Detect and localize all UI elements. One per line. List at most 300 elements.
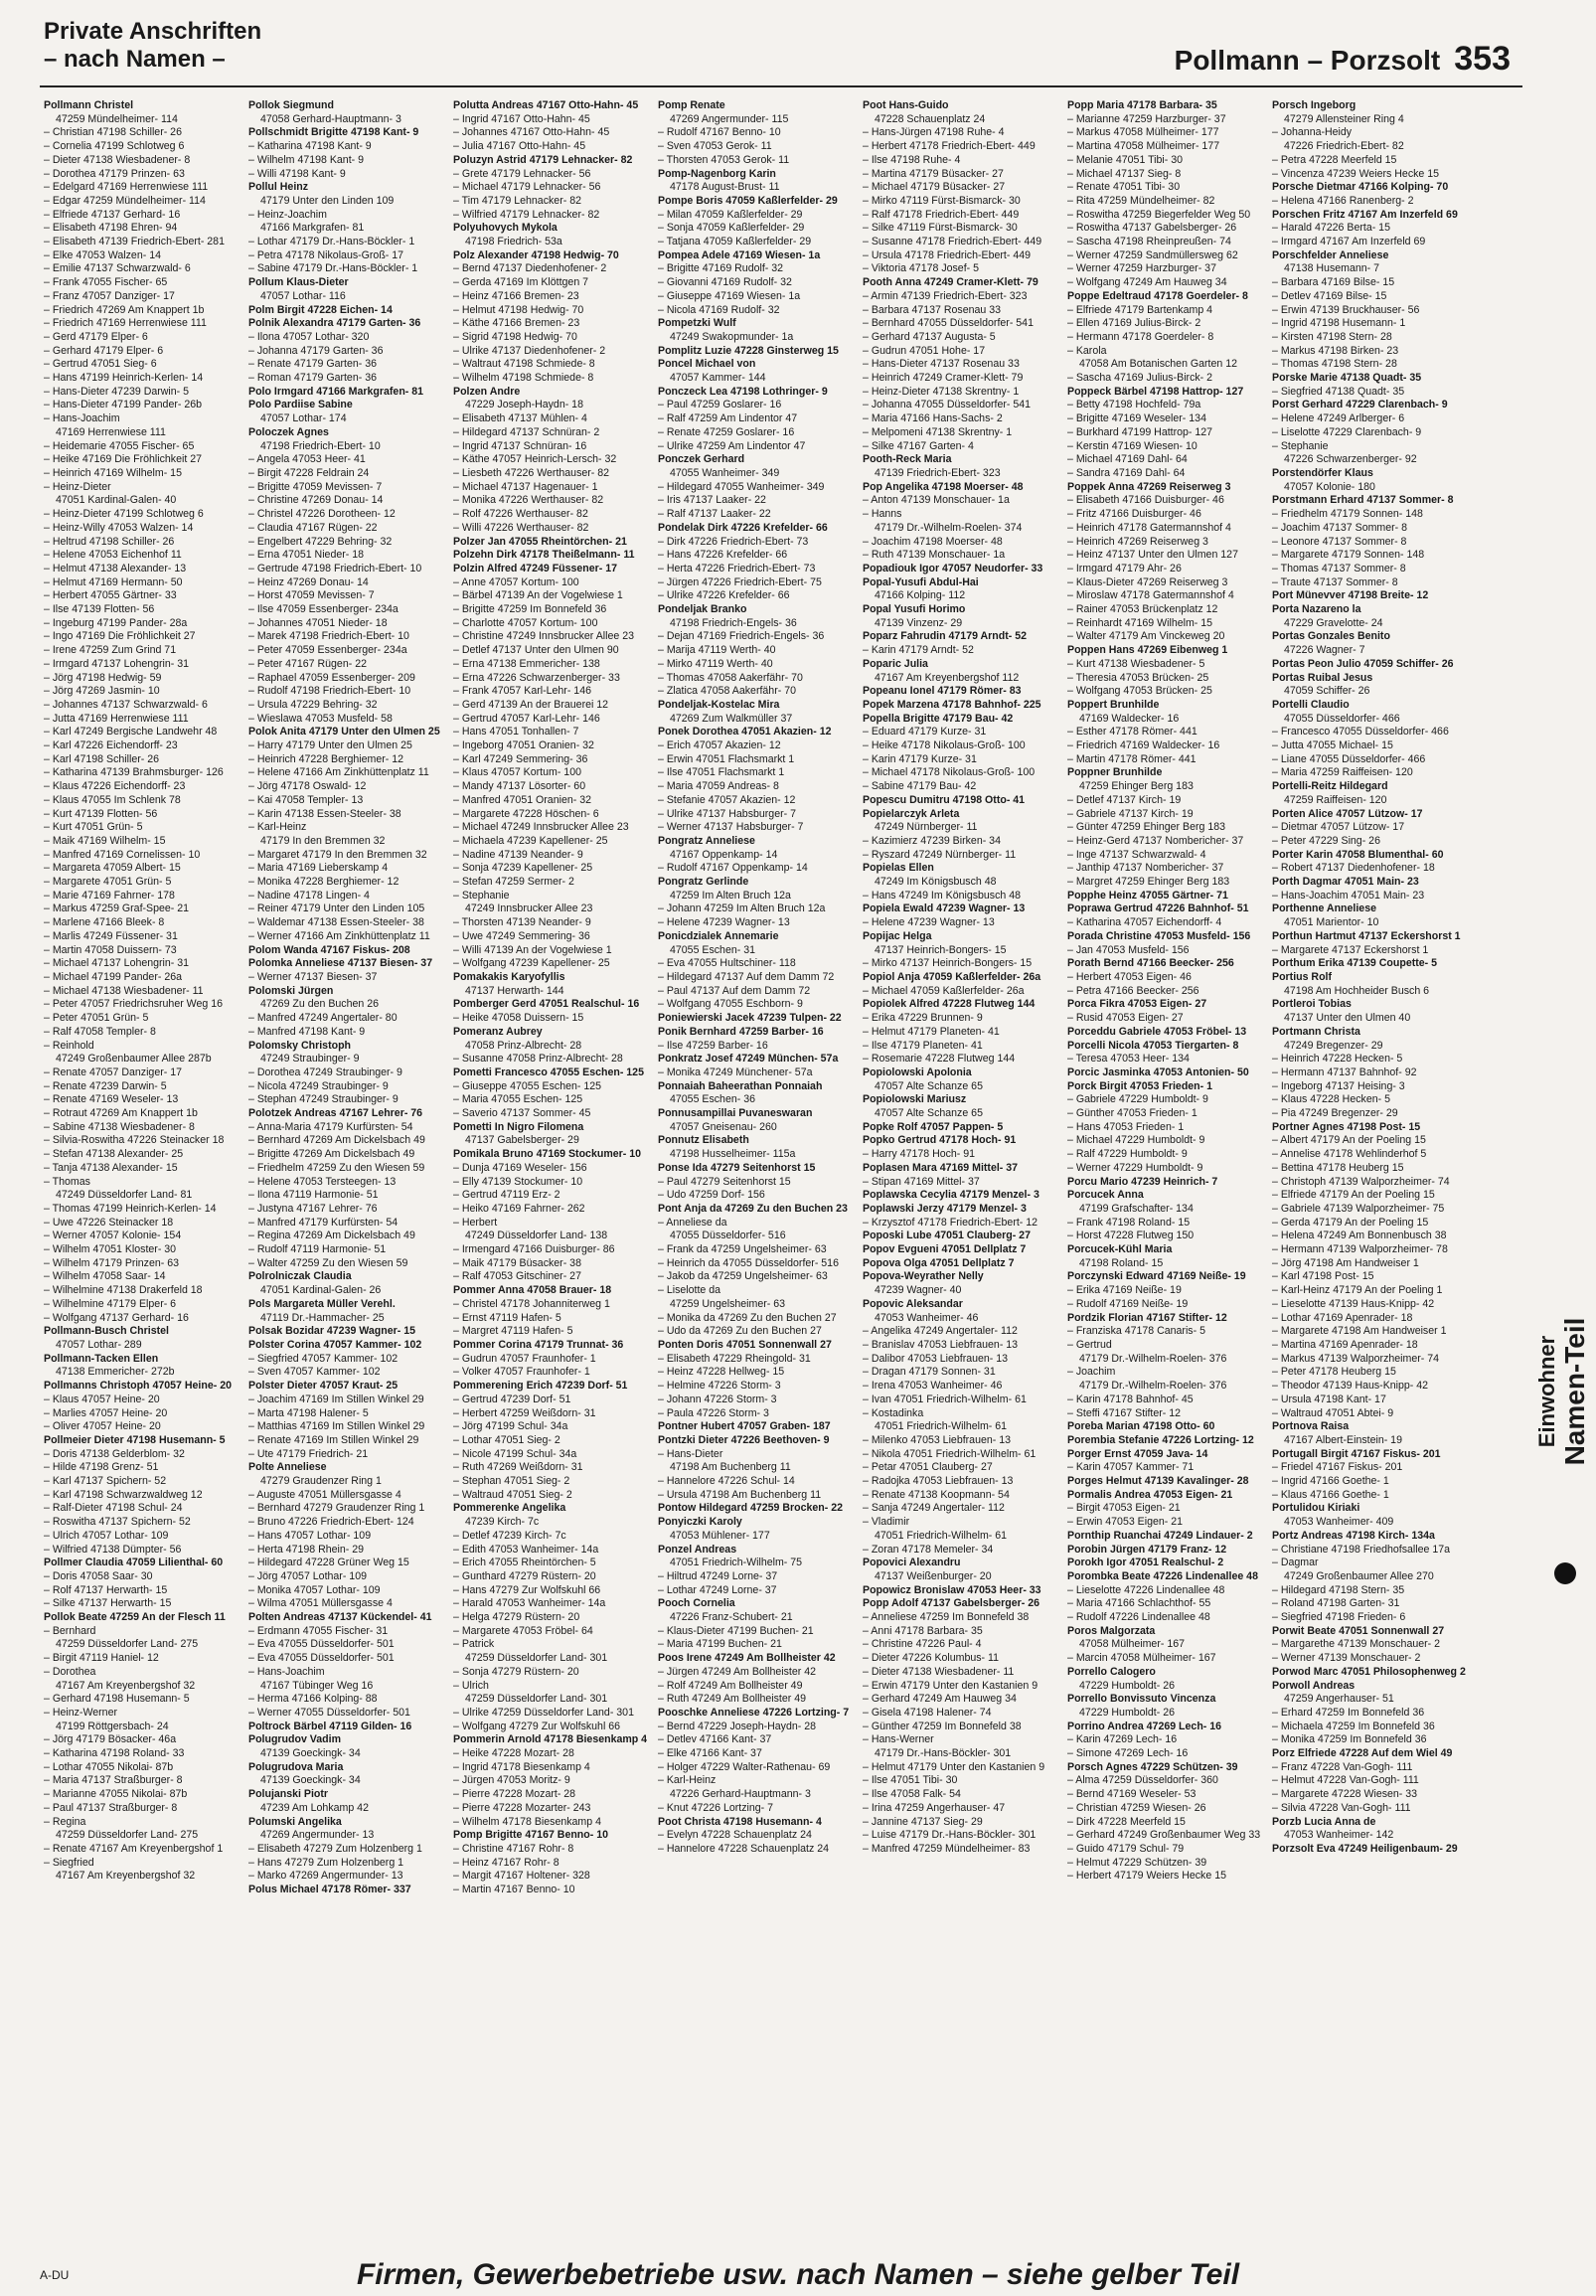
entry-address: 47167 Tübinger Weg 16 bbox=[260, 1679, 374, 1692]
entry-name: Polugrudov Vadim bbox=[248, 1733, 342, 1746]
entry-address: 47198 Friedrich-Engels- 36 bbox=[670, 616, 797, 629]
entry-line: – Janthip 47137 Nombericher- 37 bbox=[1067, 862, 1224, 875]
entry-line: – Margret 47259 Ehinger Berg 183 bbox=[1067, 876, 1230, 889]
section-title-line1: Private Anschriften bbox=[44, 18, 262, 45]
entry-address: 47226 Gerhard-Hauptmann- 3 bbox=[670, 1788, 811, 1801]
entry-name: Pordzik Florian 47167 Stifter- 12 bbox=[1067, 1311, 1227, 1324]
entry-line: – Thomas 47198 Stern- 28 bbox=[1272, 358, 1397, 371]
entry-address: 47051 Friedrich-Wilhelm- 61 bbox=[875, 1529, 1008, 1542]
entry-line: – Roman 47179 Garten- 36 bbox=[248, 372, 377, 385]
entry-line: – Friedrich 47169 Herrenwiese 111 bbox=[44, 317, 207, 330]
entry-name: Poppe Edeltraud 47178 Goerdeler- 8 bbox=[1067, 289, 1248, 302]
entry-line: – Helmut 47179 Unter den Kastanien 9 bbox=[863, 1760, 1045, 1773]
entry-address: 47057 Gneisenau- 260 bbox=[670, 1120, 777, 1133]
entry-line: – Helene 47239 Wagner- 13 bbox=[658, 916, 790, 929]
entry-line: – Heinrich 47269 Reiserweg 3 bbox=[1067, 535, 1208, 548]
entry-line: – Thomas 47058 Aakerfähr- 70 bbox=[658, 671, 803, 684]
entry-line: – Elke 47053 Walzen- 14 bbox=[44, 248, 161, 261]
entry-line: – Hermann 47139 Walporzheimer- 78 bbox=[1272, 1243, 1448, 1256]
entry-line: – Regina 47269 Am Dickelsbach 49 bbox=[248, 1230, 415, 1242]
entry-line: – Günther 47053 Frieden- 1 bbox=[1067, 1107, 1197, 1120]
entry-name: Popphe Heinz 47055 Gärtner- 71 bbox=[1067, 889, 1228, 902]
entry-line: – Hans 47279 Zum Holzenberg 1 bbox=[248, 1856, 404, 1869]
entry-line: – Karl 47198 Schwarzwaldweg 12 bbox=[44, 1488, 203, 1501]
entry-line: – Heike 47058 Duissern- 15 bbox=[453, 1012, 584, 1025]
entry-line: – Frank da 47259 Ungelsheimer- 63 bbox=[658, 1243, 827, 1256]
entry-name: Polster Corina 47057 Kammer- 102 bbox=[248, 1338, 422, 1351]
entry-name: Poplawski Jerzy 47179 Menzel- 3 bbox=[863, 1202, 1027, 1215]
entry-name: Polm Birgit 47228 Eichen- 14 bbox=[248, 303, 393, 316]
entry-line: – Miroslaw 47178 Gatermannshof 4 bbox=[1067, 589, 1234, 602]
entry-name: Pomberger Gerd 47051 Realschul- 16 bbox=[453, 998, 640, 1011]
entry-name: Pondeljak Branko bbox=[658, 603, 747, 616]
entry-line: – Waldemar 47138 Essen-Steeler- 38 bbox=[248, 916, 424, 929]
entry-name: Porz Elfriede 47228 Auf dem Wiel 49 bbox=[1272, 1747, 1453, 1760]
entry-line: – Gertrud 47057 Karl-Lehr- 146 bbox=[453, 712, 600, 725]
entry-line: – Karin 47269 Lech- 16 bbox=[1067, 1733, 1178, 1746]
entry-address: 47058 Prinz-Albrecht- 28 bbox=[465, 1039, 582, 1052]
entry-line: – Saverio 47137 Sommer- 45 bbox=[453, 1107, 591, 1120]
entry-line: – Dalibor 47053 Liebfrauen- 13 bbox=[863, 1352, 1009, 1365]
entry-line: – Manfred 47051 Oranien- 32 bbox=[453, 793, 591, 806]
entry-line: – Joachim 47137 Sommer- 8 bbox=[1272, 521, 1408, 534]
entry-line: – Stephan 47051 Sieg- 2 bbox=[453, 1475, 570, 1488]
entry-name: Porstendörfer Klaus bbox=[1272, 466, 1373, 479]
entry-line: – Käthe 47057 Heinrich-Lersch- 32 bbox=[453, 453, 617, 466]
entry-line: – Hans-Dieter 47137 Rosenau 33 bbox=[863, 358, 1020, 371]
entry-line: – Viktoria 47178 Josef- 5 bbox=[863, 262, 979, 275]
entry-line: – Sigrid 47198 Hedwig- 70 bbox=[453, 330, 577, 343]
entry-line: – Heinz 47167 Rohr- 8 bbox=[453, 1856, 559, 1869]
entry-line: – Wilfried 47138 Dümpter- 56 bbox=[44, 1543, 182, 1556]
entry-line: – Dorothea 47179 Prinzen- 63 bbox=[44, 167, 185, 180]
entry-name: Poloczek Agnes bbox=[248, 425, 329, 438]
entry-line: – Emilie 47137 Schwarzwald- 6 bbox=[44, 262, 191, 275]
entry-line: – Lieselotte 47139 Haus-Knipp- 42 bbox=[1272, 1297, 1435, 1310]
entry-line: – Thomas 47199 Heinrich-Kerlen- 14 bbox=[44, 1202, 217, 1215]
entry-line: – Karl 47249 Bergische Landwehr 48 bbox=[44, 726, 218, 738]
entry-line: – Jan 47053 Musfeld- 156 bbox=[1067, 943, 1190, 956]
entry-address: 47053 Mühlener- 177 bbox=[670, 1529, 770, 1542]
entry-name: Pontow Hildegard 47259 Brocken- 22 bbox=[658, 1502, 844, 1515]
entry-line: – Maria 47137 Straßburger- 8 bbox=[44, 1774, 183, 1787]
entry-name: Pomp Brigitte 47167 Benno- 10 bbox=[453, 1829, 609, 1842]
entry-line: – Martin 47167 Benno- 10 bbox=[453, 1884, 575, 1896]
entry-name: Poppner Brunhilde bbox=[1067, 766, 1163, 779]
entry-line: – Bernd 47137 Diedenhofener- 2 bbox=[453, 262, 607, 275]
entry-address: 47249 Innsbrucker Allee 23 bbox=[465, 902, 593, 915]
entry-line: – Birgit 47053 Eigen- 21 bbox=[1067, 1502, 1181, 1515]
entry-line: – Roswitha 47259 Biegerfelder Weg 50 bbox=[1067, 208, 1251, 221]
entry-name: Pomikala Bruno 47169 Stockumer- 10 bbox=[453, 1148, 642, 1161]
entry-name: Poppek Anna 47269 Reiserweg 3 bbox=[1067, 480, 1231, 493]
entry-line: – Silvia 47228 Van-Gogh- 111 bbox=[1272, 1801, 1411, 1814]
entry-address: 47229 Joseph-Haydn- 18 bbox=[465, 399, 583, 411]
entry-line: – Martina 47058 Mülheimer- 177 bbox=[1067, 140, 1220, 153]
entry-line: – Helmut 47179 Planeten- 41 bbox=[863, 1025, 1000, 1038]
entry-line: – Christine 47226 Paul- 4 bbox=[863, 1638, 982, 1651]
entry-address: 47169 Herrenwiese 111 bbox=[56, 425, 166, 438]
entry-line: – Julia 47167 Otto-Hahn- 45 bbox=[453, 140, 586, 153]
entry-line: – Maik 47169 Wilhelm- 15 bbox=[44, 834, 166, 847]
entry-line: – Franz 47057 Danziger- 17 bbox=[44, 289, 175, 302]
entry-line: – Luise 47179 Dr.-Hans-Böckler- 301 bbox=[863, 1829, 1037, 1842]
entry-line: – Rudolf 47198 Friedrich-Ebert- 10 bbox=[248, 685, 411, 698]
entry-line: – Klaus 47055 Im Schlenk 78 bbox=[44, 793, 181, 806]
entry-line: – Uwe 47226 Steinacker 18 bbox=[44, 1216, 174, 1229]
entry-line: – Gerhard 47249 Großenbaumer Weg 33 bbox=[1067, 1829, 1261, 1842]
entry-name: Pommerenke Angelika bbox=[453, 1502, 566, 1515]
entry-line: – Mirko 47119 Werth- 40 bbox=[658, 657, 773, 670]
entry-line: – Claudia 47167 Rügen- 22 bbox=[248, 521, 378, 534]
entry-name: Pormalis Andrea 47053 Eigen- 21 bbox=[1067, 1488, 1233, 1501]
entry-line: – Elke 47166 Kant- 37 bbox=[658, 1747, 762, 1760]
entry-name: Pont Anja da 47269 Zu den Buchen 23 bbox=[658, 1202, 848, 1215]
entry-name: Polster Dieter 47057 Kraut- 25 bbox=[248, 1380, 399, 1393]
entry-line: – Friedel 47167 Fiskus- 201 bbox=[1272, 1461, 1403, 1474]
entry-line: – Jörg 47269 Jasmin- 10 bbox=[44, 685, 160, 698]
entry-line: – Franziska 47178 Canaris- 5 bbox=[1067, 1325, 1205, 1338]
entry-address: 47139 Goeckingk- 34 bbox=[260, 1774, 361, 1787]
entry-line: – Karl-Heinz bbox=[658, 1774, 717, 1787]
entry-name: Poreba Marian 47198 Otto- 60 bbox=[1067, 1420, 1215, 1433]
entry-name: Pompe Boris 47059 Kaßlerfelder- 29 bbox=[658, 194, 838, 207]
entry-name: Portulidou Kiriaki bbox=[1272, 1502, 1360, 1515]
entry-line: – Jörg 47179 Bösacker- 46a bbox=[44, 1733, 177, 1746]
entry-line: – Dirk 47226 Friedrich-Ebert- 73 bbox=[658, 535, 809, 548]
entry-name: Popal-Yusufi Abdul-Hai bbox=[863, 575, 979, 588]
entry-line: – Thorsten 47139 Neander- 9 bbox=[453, 916, 591, 929]
entry-line: – Margret 47119 Hafen- 5 bbox=[453, 1325, 573, 1338]
entry-line: – Heinrich 47249 Cramer-Klett- 79 bbox=[863, 372, 1024, 385]
entry-line: – Jürgen 47249 Am Bollheister 42 bbox=[658, 1665, 817, 1678]
entry-line: – Matthias 47169 Im Stillen Winkel 29 bbox=[248, 1420, 425, 1433]
entry-line: – Reinhardt 47169 Wilhelm- 15 bbox=[1067, 616, 1213, 629]
entry-line: – Silke 47167 Garten- 4 bbox=[863, 439, 974, 452]
entry-name: Porokh Igor 47051 Realschul- 2 bbox=[1067, 1557, 1224, 1569]
entry-line: – Esther 47178 Römer- 441 bbox=[1067, 726, 1197, 738]
entry-line: – Helmut 47138 Alexander- 13 bbox=[44, 562, 187, 574]
entry-name: Poot Hans-Guido bbox=[863, 99, 949, 111]
entry-line: – Johann 47226 Storm- 3 bbox=[658, 1393, 777, 1405]
entry-line: – Kurt 47051 Grün- 5 bbox=[44, 821, 143, 834]
entry-line: – Waltraud 47051 Abtei- 9 bbox=[1272, 1406, 1394, 1419]
entry-line: – Melpomeni 47138 Skrentny- 1 bbox=[863, 425, 1013, 438]
entry-line: – Wilhelm 47198 Kant- 9 bbox=[248, 153, 365, 166]
entry-name: Polujanski Piotr bbox=[248, 1788, 329, 1801]
entry-line: – Ilse 47179 Planeten- 41 bbox=[863, 1039, 983, 1052]
entry-name: Pollmann-Busch Christel bbox=[44, 1325, 169, 1338]
entry-line: – Charlotte 47057 Kortum- 100 bbox=[453, 616, 598, 629]
entry-line: – Milan 47059 Kaßlerfelder- 29 bbox=[658, 208, 803, 221]
entry-line: – Karin 47138 Essen-Steeler- 38 bbox=[248, 807, 401, 820]
entry-address: 47119 Dr.-Hammacher- 25 bbox=[260, 1311, 385, 1324]
entry-line: – Herbert bbox=[453, 1216, 498, 1229]
entry-address: 47198 Am Buchenberg 11 bbox=[670, 1461, 791, 1474]
entry-line: – Gunthard 47279 Rüstern- 20 bbox=[453, 1569, 596, 1582]
entry-line: – Kazimierz 47239 Birken- 34 bbox=[863, 834, 1001, 847]
entry-name: Poniewierski Jacek 47239 Tulpen- 22 bbox=[658, 1012, 842, 1025]
entry-name: Porta Nazareno la bbox=[1272, 603, 1361, 616]
entry-name: Pornthip Ruanchai 47249 Lindauer- 2 bbox=[1067, 1529, 1253, 1542]
entry-line: – Justyna 47167 Lehrer- 76 bbox=[248, 1202, 378, 1215]
entry-line: – Wolfgang 47137 Gerhard- 16 bbox=[44, 1311, 189, 1324]
entry-line: – Ralf 47229 Humboldt- 9 bbox=[1067, 1148, 1188, 1161]
entry-line: – Sabine 47179 Bau- 42 bbox=[863, 780, 977, 793]
entry-line: – Anne 47057 Kortum- 100 bbox=[453, 575, 579, 588]
entry-name: Porstmann Erhard 47137 Sommer- 8 bbox=[1272, 494, 1454, 507]
entry-line: – Karl 47198 Schiller- 26 bbox=[44, 752, 160, 765]
entry-line: – Brigitte 47269 Am Dickelsbach 49 bbox=[248, 1148, 415, 1161]
entry-line: – Joachim 47169 Im Stillen Winkel 29 bbox=[248, 1393, 424, 1405]
entry-line: – Michael 47059 Kaßlerfelder- 26a bbox=[863, 984, 1025, 997]
entry-line: – Monika 47228 Berghiemer- 12 bbox=[248, 876, 399, 889]
entry-line: – Monika 47249 Münchener- 57a bbox=[658, 1066, 813, 1078]
entry-line: – Christine 47249 Innsbrucker Allee 23 bbox=[453, 630, 634, 643]
entry-line: – Helene 47249 Arlberger- 6 bbox=[1272, 412, 1405, 425]
entry-name: Pommerin Arnold 47178 Biesenkamp 4 bbox=[453, 1733, 648, 1746]
entry-line: – Erich 47057 Akazien- 12 bbox=[658, 739, 781, 752]
entry-line: – Hiltrud 47249 Lorne- 37 bbox=[658, 1569, 778, 1582]
entry-name: Pollum Klaus-Dieter bbox=[248, 276, 349, 289]
entry-address: 47057 Kolonie- 180 bbox=[1284, 480, 1375, 493]
entry-line: – Brigitte 47259 Im Bonnefeld 36 bbox=[453, 603, 607, 616]
entry-line: – Erika 47169 Neiße- 19 bbox=[1067, 1284, 1182, 1297]
entry-line: – Gabriele 47139 Walporzheimer- 75 bbox=[1272, 1202, 1445, 1215]
section-title-line2: – nach Namen – bbox=[44, 46, 226, 73]
side-tab-line2: Namen-Teil bbox=[1559, 1317, 1590, 1466]
entry-name: Popijac Helga bbox=[863, 929, 932, 942]
entry-name: Porten Alice 47057 Lützow- 17 bbox=[1272, 807, 1423, 820]
entry-line: – Anni 47178 Barbara- 35 bbox=[863, 1624, 983, 1637]
entry-name: Pomeranz Aubrey bbox=[453, 1025, 543, 1038]
entry-line: – Herma 47166 Kolping- 88 bbox=[248, 1693, 378, 1706]
entry-name: Porzsolt Eva 47249 Heiligenbaum- 29 bbox=[1272, 1843, 1458, 1855]
entry-line: – Hannelore 47228 Schauenplatz 24 bbox=[658, 1843, 829, 1855]
entry-address: 47139 Vinzenz- 29 bbox=[875, 616, 963, 629]
entry-line: – Margarethe 47139 Monschauer- 2 bbox=[1272, 1638, 1441, 1651]
entry-line: – Herbert 47179 Weiers Hecke 15 bbox=[1067, 1870, 1226, 1883]
entry-line: – Pierre 47228 Mozarter- 243 bbox=[453, 1801, 591, 1814]
entry-name: Popielarczyk Arleta bbox=[863, 807, 960, 820]
entry-line: – Marcin 47058 Mülheimer- 167 bbox=[1067, 1652, 1216, 1665]
entry-line: – Oliver 47057 Heine- 20 bbox=[44, 1420, 161, 1433]
entry-line: – Liselotte 47229 Clarenbach- 9 bbox=[1272, 425, 1422, 438]
entry-line: – Ingrid 47137 Schnüran- 16 bbox=[453, 439, 587, 452]
entry-name: Popadiouk Igor 47057 Neudorfer- 33 bbox=[863, 562, 1043, 574]
entry-address: 47198 Roland- 15 bbox=[1079, 1256, 1164, 1269]
entry-line: – Dieter 47138 Wiesbadener- 11 bbox=[863, 1665, 1015, 1678]
bullet-marker-icon bbox=[1554, 1562, 1576, 1584]
entry-line: – Uwe 47249 Semmering- 36 bbox=[453, 929, 590, 942]
entry-line: – Herta 47226 Friedrich-Ebert- 73 bbox=[658, 562, 816, 574]
entry-line: – Mirko 47137 Heinrich-Bongers- 15 bbox=[863, 957, 1033, 970]
entry-line: – Werner 47055 Düsseldorfer- 501 bbox=[248, 1706, 410, 1719]
entry-line: – Siegfried 47198 Frieden- 6 bbox=[1272, 1611, 1406, 1624]
entry-address: 47259 Raiffeisen- 120 bbox=[1284, 793, 1387, 806]
entry-line: – Elisabeth 47137 Mühlen- 4 bbox=[453, 412, 587, 425]
entry-line: – Anneliese da bbox=[658, 1216, 727, 1229]
entry-name: Pometti Francesco 47055 Eschen- 125 bbox=[453, 1066, 644, 1078]
entry-address: 47178 August-Brust- 11 bbox=[670, 181, 780, 194]
entry-name: Portius Rolf bbox=[1272, 971, 1333, 983]
entry-line: – Gertrude 47198 Friedrich-Ebert- 10 bbox=[248, 562, 422, 574]
entry-line: – Giovanni 47169 Rudolf- 32 bbox=[658, 276, 792, 289]
entry-line: – Ilse 47198 Ruhe- 4 bbox=[863, 153, 961, 166]
entry-line: – Markus 47139 Walporzheimer- 74 bbox=[1272, 1352, 1440, 1365]
entry-line: – Herta 47198 Rhein- 29 bbox=[248, 1543, 365, 1556]
entry-name: Ponek Dorothea 47051 Akazien- 12 bbox=[658, 726, 832, 738]
entry-name: Porembia Stefanie 47226 Lortzing- 12 bbox=[1067, 1433, 1254, 1446]
entry-line: – Michaela 47239 Kapellener- 25 bbox=[453, 834, 608, 847]
entry-line: – Annelise 47178 Wehlinderhof 5 bbox=[1272, 1148, 1427, 1161]
entry-line: – Rosemarie 47228 Flutweg 144 bbox=[863, 1053, 1016, 1066]
entry-line: – Gertrud 47239 Dorf- 51 bbox=[453, 1393, 571, 1405]
entry-name: Pontner Hubert 47057 Graben- 187 bbox=[658, 1420, 831, 1433]
entry-line: – Hans-Jürgen 47198 Ruhe- 4 bbox=[863, 126, 1005, 139]
entry-line: – Wilhelm 47198 Schmiede- 8 bbox=[453, 372, 594, 385]
entry-line: – Stefanie 47057 Akazien- 12 bbox=[658, 793, 796, 806]
entry-address: 47137 Unter den Ulmen 40 bbox=[1284, 1012, 1411, 1025]
entry-name: Popiolowski Apolonia bbox=[863, 1066, 972, 1078]
entry-line: – Franz 47228 Van-Gogh- 111 bbox=[1272, 1760, 1413, 1773]
entry-line: – Ryszard 47249 Nürnberger- 11 bbox=[863, 848, 1017, 861]
entry-line: – Ursula 47198 Am Buchenberg 11 bbox=[658, 1488, 822, 1501]
name-range: Pollmann – Porzsolt bbox=[1174, 45, 1441, 76]
entry-address: 47198 Friedrich-Ebert- 10 bbox=[260, 439, 381, 452]
entry-line: – Dejan 47169 Friedrich-Engels- 36 bbox=[658, 630, 825, 643]
entry-line: – Renate 47167 Am Kreyenbergshof 1 bbox=[44, 1843, 224, 1855]
entry-line: – Harry 47178 Hoch- 91 bbox=[863, 1148, 976, 1161]
entry-line: – Heinrich 47228 Berghiemer- 12 bbox=[248, 752, 404, 765]
entry-line: – Renate 47259 Goslarer- 16 bbox=[658, 425, 795, 438]
entry-name: Porobin Jürgen 47179 Franz- 12 bbox=[1067, 1543, 1227, 1556]
entry-line: – Ilse 47058 Falk- 54 bbox=[863, 1788, 961, 1801]
entry-line: – Michael 47199 Pander- 26a bbox=[44, 971, 182, 983]
entry-address: 47279 Graudenzer Ring 1 bbox=[260, 1475, 382, 1488]
entry-name: Pommer Anna 47058 Brauer- 18 bbox=[453, 1284, 612, 1297]
entry-line: – Theresia 47053 Brücken- 25 bbox=[1067, 671, 1209, 684]
entry-line: – Frank 47198 Roland- 15 bbox=[1067, 1216, 1191, 1229]
entry-line: – Kerstin 47169 Wiesen- 10 bbox=[1067, 439, 1197, 452]
entry-address: 47259 Düsseldorfer Land- 301 bbox=[465, 1693, 608, 1706]
entry-line: – Reinhold bbox=[44, 1039, 94, 1052]
entry-name: Pollok Siegmund bbox=[248, 99, 334, 111]
entry-line: – Elisabeth 47229 Rheingold- 31 bbox=[658, 1352, 811, 1365]
entry-line: – Lothar 47179 Dr.-Hans-Böckler- 1 bbox=[248, 236, 415, 248]
entry-line: – Karl 47226 Eichendorff- 23 bbox=[44, 739, 178, 752]
entry-line: – Ruth 47269 Weißdorn- 31 bbox=[453, 1461, 583, 1474]
entry-line: – Monika 47057 Lothar- 109 bbox=[248, 1583, 381, 1596]
entry-line: – Katharina 47139 Brahmsburger- 126 bbox=[44, 766, 224, 779]
entry-address: 47229 Gravelotte- 24 bbox=[1284, 616, 1383, 629]
entry-address: 47055 Eschen- 36 bbox=[670, 1093, 755, 1106]
entry-name: Porombka Beate 47226 Lindenallee 48 bbox=[1067, 1569, 1258, 1582]
entry-line: – Edelgard 47169 Herrenwiese 111 bbox=[44, 181, 209, 194]
entry-line: – Detlev 47166 Kant- 37 bbox=[658, 1733, 772, 1746]
entry-line: – Heinrich 47169 Wilhelm- 15 bbox=[44, 466, 182, 479]
entry-name: Popiolek Alfred 47228 Flutweg 144 bbox=[863, 998, 1036, 1011]
entry-line: – Friedrich 47169 Waldecker- 16 bbox=[1067, 739, 1220, 752]
entry-name: Portelli-Reitz Hildegard bbox=[1272, 780, 1388, 793]
entry-line: – Armin 47139 Friedrich-Ebert- 323 bbox=[863, 289, 1028, 302]
entry-name: Polomski Jürgen bbox=[248, 984, 334, 997]
entry-address: 47179 In den Bremmen 32 bbox=[260, 834, 386, 847]
page-number: 353 bbox=[1454, 40, 1511, 78]
entry-line: – Elisabeth 47166 Duisburger- 46 bbox=[1067, 494, 1224, 507]
entry-name: Popova Olga 47051 Dellplatz 7 bbox=[863, 1256, 1015, 1269]
entry-name: Porcucek-Kühl Maria bbox=[1067, 1243, 1173, 1256]
entry-line: – Karl 47198 Post- 15 bbox=[1272, 1270, 1374, 1283]
entry-name: Ponik Bernhard 47259 Barber- 16 bbox=[658, 1025, 824, 1038]
entry-name: Porwoll Andreas bbox=[1272, 1679, 1356, 1692]
entry-line: – Rainer 47053 Brückenplatz 12 bbox=[1067, 603, 1218, 616]
entry-line: – Werner 47259 Sandmüllersweg 62 bbox=[1067, 248, 1238, 261]
entry-address: 47229 Humboldt- 26 bbox=[1079, 1706, 1175, 1719]
entry-line: – Hans 47226 Krefelder- 66 bbox=[658, 549, 788, 562]
entry-line: – Klaus 47226 Eichendorff- 23 bbox=[44, 780, 186, 793]
entry-line: – Heltrud 47198 Schiller- 26 bbox=[44, 535, 175, 548]
entry-address: 47053 Wanheimer- 142 bbox=[1284, 1829, 1394, 1842]
section-title bbox=[44, 18, 261, 74]
entry-line: – Auguste 47051 Müllersgasse 4 bbox=[248, 1488, 401, 1501]
entry-line: – Maria 47059 Andreas- 8 bbox=[658, 780, 779, 793]
entry-name: Polotzek Andreas 47167 Lehrer- 76 bbox=[248, 1107, 423, 1120]
entry-line: – Dagmar bbox=[1272, 1557, 1319, 1569]
entry-line: – Erika 47229 Brunnen- 9 bbox=[863, 1012, 983, 1025]
entry-name: Porcic Jasminka 47053 Antonien- 50 bbox=[1067, 1066, 1249, 1078]
entry-line: – Karin 47179 Arndt- 52 bbox=[863, 644, 974, 657]
entry-line: – Erwin 47139 Bruckhauser- 56 bbox=[1272, 303, 1420, 316]
entry-line: – Sandra 47169 Dahl- 64 bbox=[1067, 466, 1186, 479]
entry-line: – Helmut 47228 Van-Gogh- 111 bbox=[1272, 1774, 1419, 1787]
entry-line: – Sascha 47198 Rheinpreußen- 74 bbox=[1067, 236, 1231, 248]
entry-line: – Rusid 47053 Eigen- 27 bbox=[1067, 1012, 1184, 1025]
entry-line: – Bruno 47226 Friedrich-Ebert- 124 bbox=[248, 1516, 414, 1529]
entry-line: – Manfred 47198 Kant- 9 bbox=[248, 1025, 366, 1038]
entry-line: – Ingrid 47178 Biesenkamp 4 bbox=[453, 1760, 590, 1773]
entry-line: – Erdmann 47055 Fischer- 31 bbox=[248, 1624, 389, 1637]
entry-line: – Lothar 47169 Apenrader- 18 bbox=[1272, 1311, 1413, 1324]
entry-line: – Karl 47249 Semmering- 36 bbox=[453, 752, 588, 765]
entry-line: – Monika 47259 Im Bonnefeld 36 bbox=[1272, 1733, 1427, 1746]
entry-name: Ponczek Gerhard bbox=[658, 453, 745, 466]
entry-address: 47137 Gabelsberger- 29 bbox=[465, 1134, 579, 1147]
entry-address: 47249 Swakopmunder- 1a bbox=[670, 330, 794, 343]
entry-line: – Harry 47179 Unter den Ulmen 25 bbox=[248, 739, 412, 752]
entry-line: – Silvia-Roswitha 47226 Steinacker 18 bbox=[44, 1134, 225, 1147]
entry-line: – Sven 47057 Kammer- 102 bbox=[248, 1366, 381, 1379]
entry-name: Portas Gonzales Benito bbox=[1272, 630, 1390, 643]
entry-line: – Werner 47137 Biesen- 37 bbox=[248, 971, 378, 983]
entry-address: 47199 Röttgersbach- 24 bbox=[56, 1720, 169, 1732]
entry-name: Porthun Hartmut 47137 Eckershorst 1 bbox=[1272, 929, 1461, 942]
entry-line: – Ulrike 47226 Krefelder- 66 bbox=[658, 589, 790, 602]
entry-line: – Günter 47259 Ehinger Berg 183 bbox=[1067, 821, 1226, 834]
entry-line: – Pia 47249 Bregenzer- 29 bbox=[1272, 1107, 1398, 1120]
entry-line: – Irina 47259 Angerhauser- 47 bbox=[863, 1801, 1006, 1814]
entry-name: Porzb Lucia Anna de bbox=[1272, 1815, 1376, 1828]
entry-line: – Klaus-Dieter 47199 Buchen- 21 bbox=[658, 1624, 814, 1637]
entry-line: – Maria 47169 Lieberskamp 4 bbox=[248, 862, 389, 875]
entry-address: 47057 Lothar- 116 bbox=[260, 289, 346, 302]
entry-name: Porger Ernst 47059 Java- 14 bbox=[1067, 1447, 1208, 1460]
entry-line: – Renate 47169 Im Stillen Winkel 29 bbox=[248, 1433, 419, 1446]
entry-address: 47138 Husemann- 7 bbox=[1284, 262, 1379, 275]
entry-line: – Thomas bbox=[44, 1175, 90, 1188]
entry-line: – Patrick bbox=[453, 1638, 495, 1651]
entry-line: – Vladimir bbox=[863, 1516, 910, 1529]
